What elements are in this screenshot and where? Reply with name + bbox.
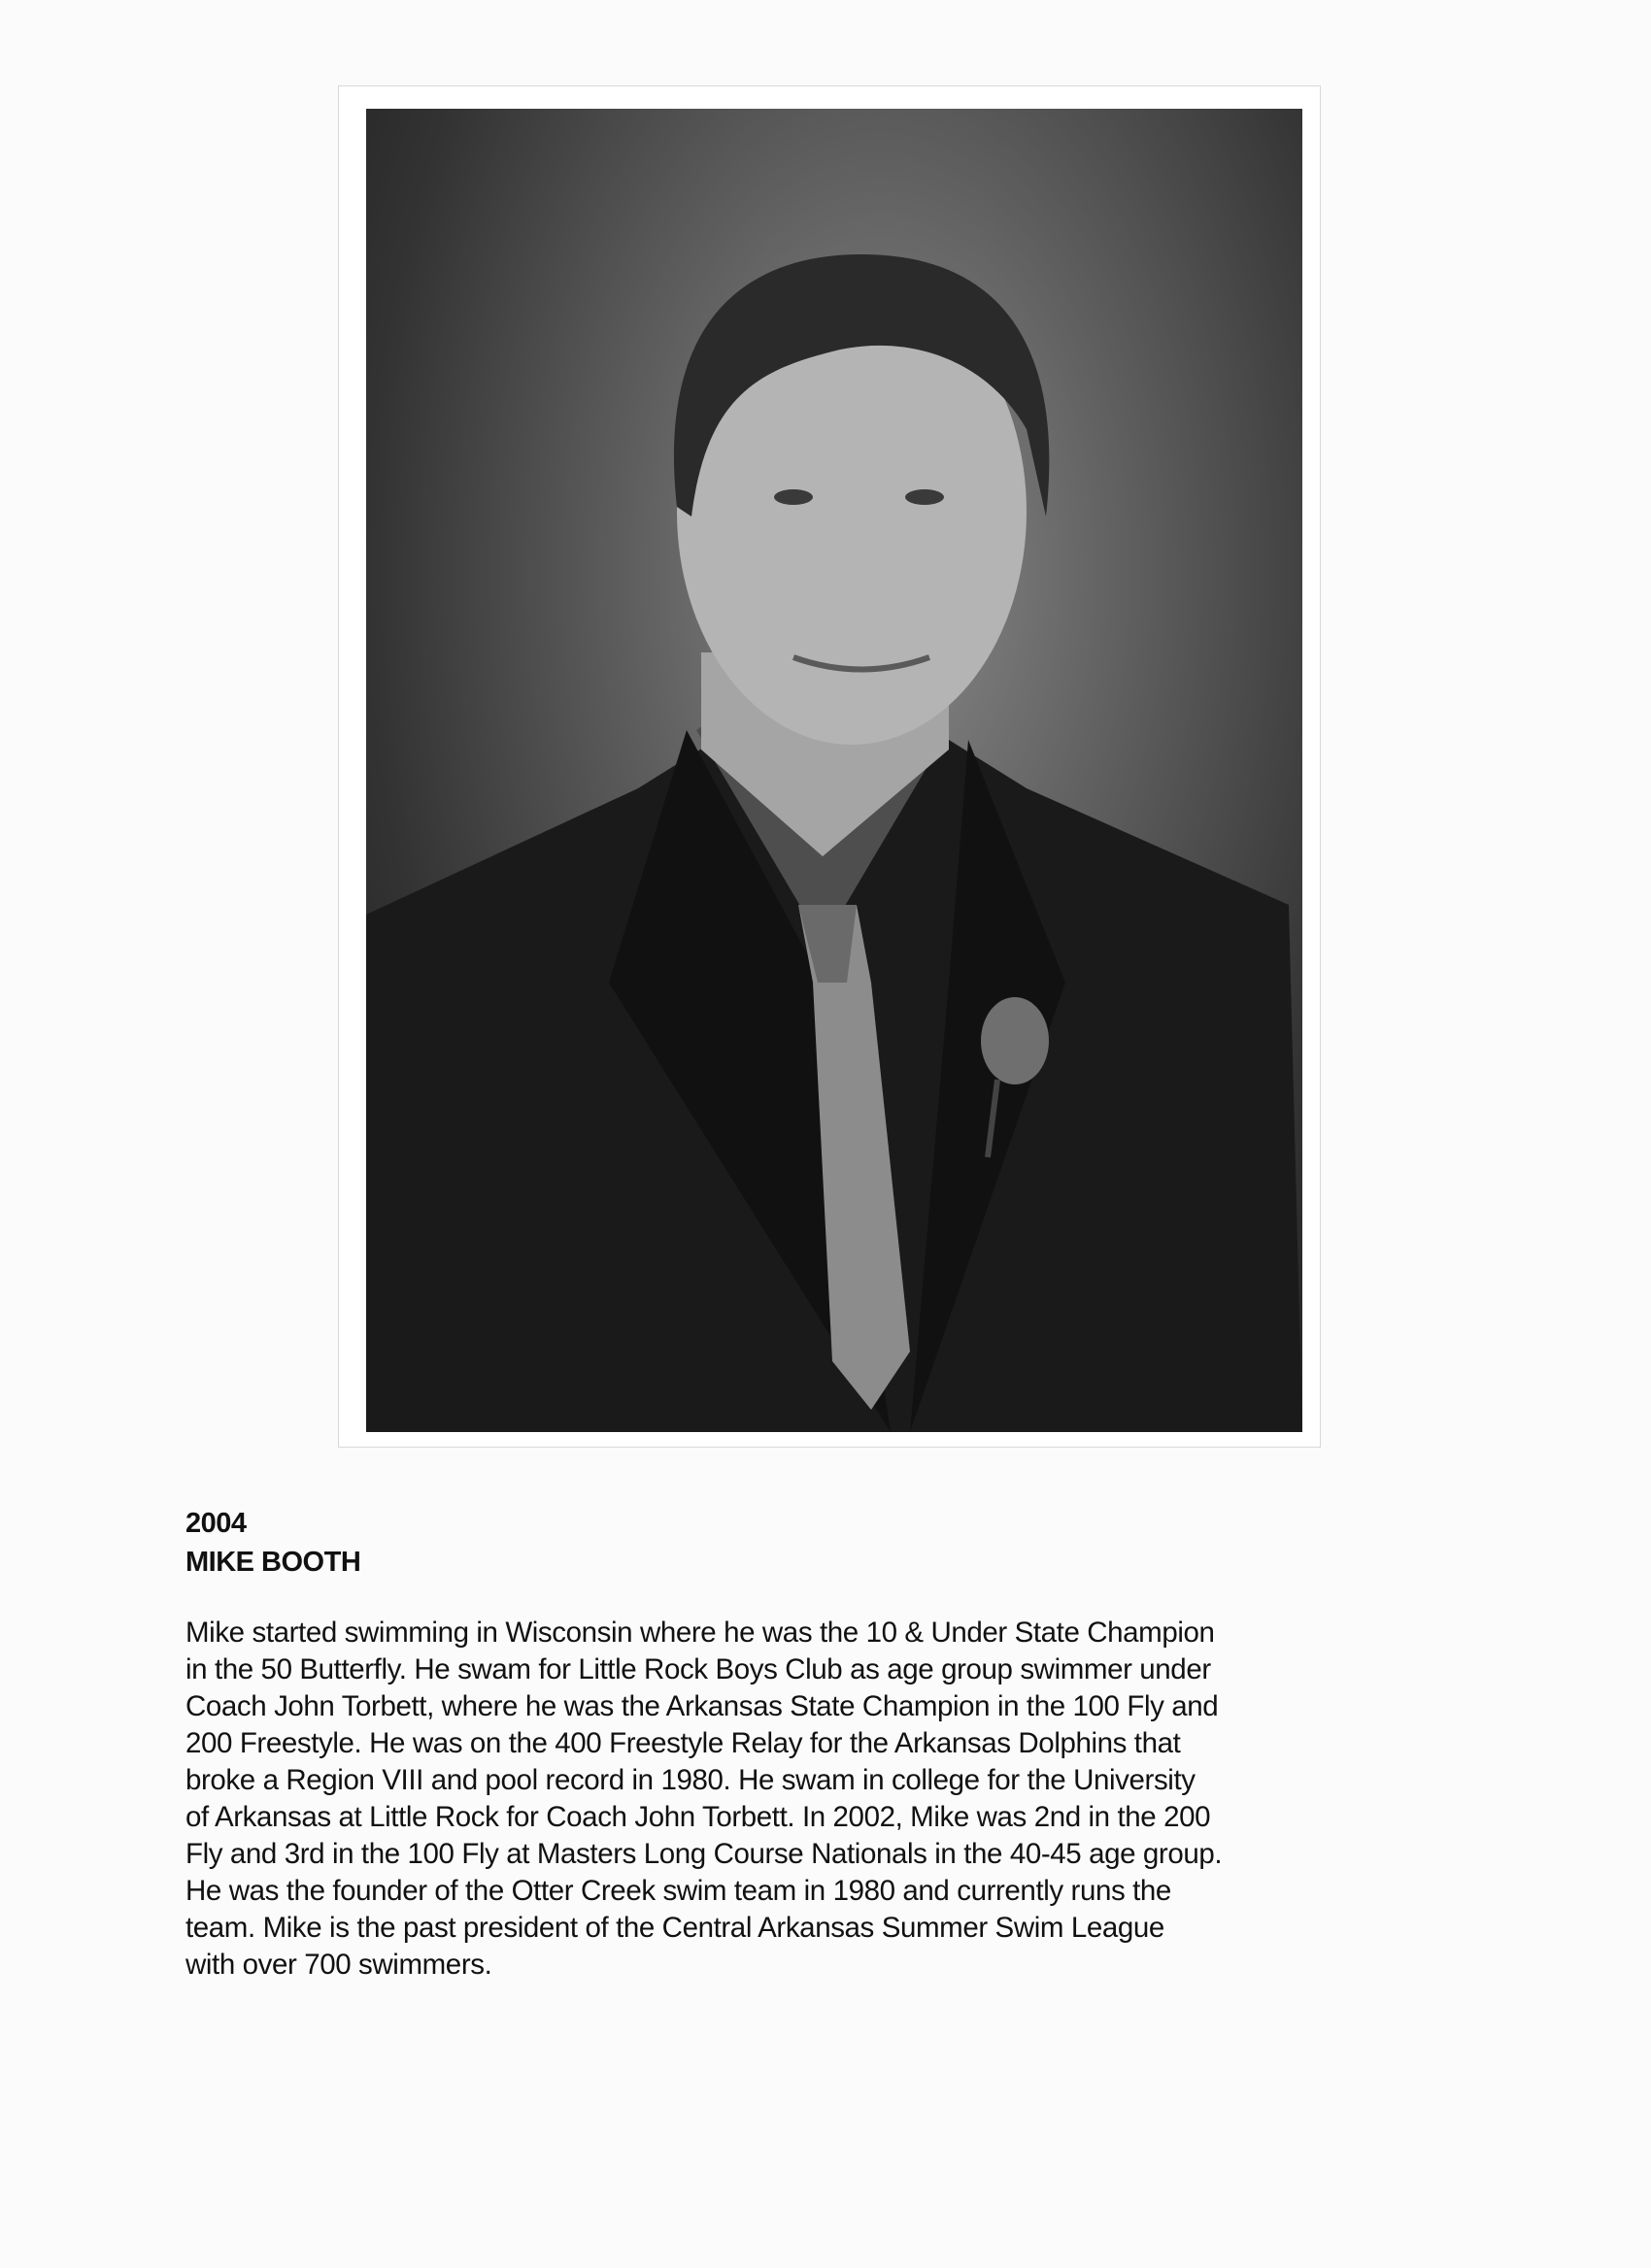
portrait-photo-frame xyxy=(339,86,1320,1447)
biography-paragraph xyxy=(185,1615,1448,1984)
bio-line: of Arkansas at Little Rock for Coach John Torbett. In 2002, Mike was 2nd in the 200 xyxy=(185,1801,1211,1833)
portrait-photo xyxy=(366,109,1302,1432)
bio-line: broke a Region VIII and pool record in 1980. He swam in college for the University xyxy=(185,1764,1196,1796)
induction-year: 2004 xyxy=(185,1508,247,1539)
bio-line: Mike started swimming in Wisconsin where he was the 10 & Under State Champion xyxy=(185,1617,1215,1649)
honoree-name: MIKE BOOTH xyxy=(185,1547,361,1578)
bio-line: team. Mike is the past president of the Central Arkansas Summer Swim League xyxy=(185,1912,1164,1944)
bio-line: Fly and 3rd in the 100 Fly at Masters Long Course Nationals in the 40-45 age group. xyxy=(185,1838,1223,1870)
bio-line: He was the founder of the Otter Creek swim team in 1980 and currently runs the xyxy=(185,1875,1171,1907)
bio-line: 200 Freestyle. He was on the 400 Freestyle Relay for the Arkansas Dolphins that xyxy=(185,1727,1181,1759)
bio-line: with over 700 swimmers. xyxy=(185,1949,492,1981)
bio-line: Coach John Torbett, where he was the Arkansas State Champion in the 100 Fly and xyxy=(185,1690,1219,1722)
portrait-illustration xyxy=(366,109,1302,1432)
bio-line: in the 50 Butterfly. He swam for Little Rock Boys Club as age group swimmer under xyxy=(185,1653,1211,1685)
